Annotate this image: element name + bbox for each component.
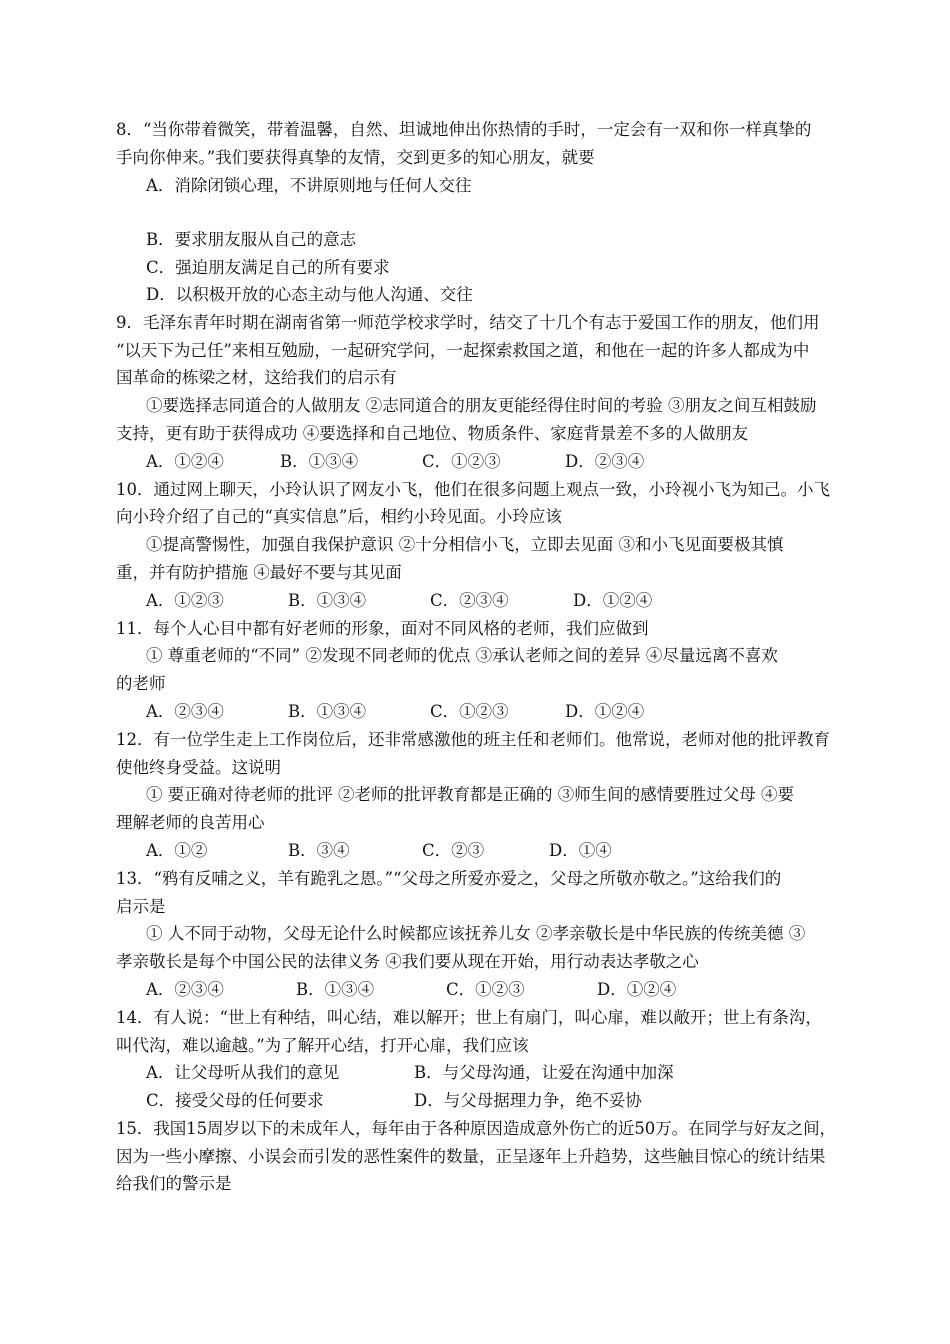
question-14-option-a: A．让父母听从我们的意见	[146, 1063, 340, 1082]
question-14-option-d: D．与父母据理力争，绝不妥协	[414, 1091, 642, 1110]
question-13-items-line-1: ① 人不同于动物，父母无论什么时候都应该抚养儿女 ②孝亲敬长是中华民族的传统美德 ③	[146, 924, 806, 943]
question-9-option-a: A．①②④	[146, 452, 224, 471]
question-9-option-b: B．①③④	[280, 452, 359, 471]
question-10-option-d: D．①②④	[573, 591, 653, 610]
question-12-option-c: C．②③	[422, 841, 485, 860]
question-9-stem-line-1: 9．毛泽东青年时期在湖南省第一师范学校求学时，结交了十几个有志于爱国工作的朋友，他们用	[116, 313, 820, 332]
question-14-stem-line-1: 14．有人说：“世上有种结，叫心结，难以解开；世上有扇门，叫心扉，难以敞开；世上有条沟，	[116, 1008, 822, 1027]
question-15-stem-line-3: 给我们的警示是	[116, 1174, 232, 1193]
question-14-stem-line-2: 叫代沟，难以逾越。”为了解开心结，打开心扉，我们应该	[116, 1036, 529, 1055]
question-11-items-line-1: ① 尊重老师的“不同” ②发现不同老师的优点 ③承认老师之间的差异 ④尽量远离不喜欢	[146, 646, 778, 665]
question-13-stem-line-2: 启示是	[116, 897, 166, 916]
question-13-option-a: A．②③④	[146, 980, 224, 999]
question-8-option-c: C．强迫朋友满足自己的所有要求	[146, 258, 390, 277]
question-12-option-d: D．①④	[549, 841, 612, 860]
question-13-option-c: C．①②③	[446, 980, 525, 999]
question-9-items-line-2: 支持，更有助于获得成功 ④要选择和自己地位、物质条件、家庭背景差不多的人做朋友	[116, 424, 749, 443]
question-8-stem-line-1: 8．“当你带着微笑，带着温馨，自然、坦诚地伸出你热情的手时，一定会有一双和你一样真挚的	[116, 120, 812, 139]
question-12-option-b: B．③④	[288, 841, 350, 860]
question-13-items-line-2: 孝亲敬长是每个中国公民的法律义务 ④我们要从现在开始，用行动表达孝敬之心	[116, 952, 699, 971]
question-12-option-a: A．①②	[146, 841, 208, 860]
question-14-option-c: C．接受父母的任何要求	[146, 1091, 324, 1110]
question-11-option-b: B．①③④	[288, 702, 367, 721]
question-9-option-c: C．①②③	[422, 452, 501, 471]
question-10-stem-line-1: 10．通过网上聊天，小玲认识了网友小飞，他们在很多问题上观点一致，小玲视小飞为知己。小飞	[116, 480, 830, 499]
question-10-items-line-2: 重，并有防护措施 ④最好不要与其见面	[116, 563, 402, 582]
question-8-option-a: A．消除闭锁心理，不讲原则地与任何人交往	[146, 176, 472, 195]
question-12-stem-line-1: 12．有一位学生走上工作岗位后，还非常感激他的班主任和老师们。他常说，老师对他的批评教育	[116, 730, 830, 749]
question-10-stem-line-2: 向小玲介绍了自己的“真实信息”后，相约小玲见面。小玲应该	[116, 507, 562, 526]
question-11-option-a: A．②③④	[146, 702, 224, 721]
question-11-items-line-2: 的老师	[116, 674, 166, 693]
question-11-stem-line-1: 11．每个人心目中都有好老师的形象，面对不同风格的老师，我们应做到	[116, 619, 649, 638]
question-11-option-c: C．①②③	[430, 702, 509, 721]
question-10-option-b: B．①③④	[288, 591, 367, 610]
question-8-stem-line-2: 手向你伸来。”我们要获得真挚的友情，交到更多的知心朋友，就要	[116, 148, 595, 167]
question-12-items-line-1: ① 要正确对待老师的批评 ②老师的批评教育都是正确的 ③师生间的感情要胜过父母 ④要	[146, 785, 794, 804]
question-10-option-c: C．②③④	[430, 591, 509, 610]
question-13-option-b: B．①③④	[296, 980, 375, 999]
question-12-stem-line-2: 使他终身受益。这说明	[116, 758, 281, 777]
question-8-option-b: B．要求朋友服从自己的意志	[146, 230, 357, 249]
question-12-items-line-2: 理解老师的良苦用心	[116, 813, 265, 832]
question-15-stem-line-1: 15．我国15周岁以下的未成年人，每年由于各种原因造成意外伤亡的近50万。在同学与好友之间，	[116, 1119, 836, 1138]
question-9-stem-line-2: “以天下为己任”来相互勉励，一起研究学问，一起探索救国之道，和他在一起的许多人都成为中	[116, 341, 810, 360]
question-9-items-line-1: ①要选择志同道合的人做朋友 ②志同道合的朋友更能经得住时间的考验 ③朋友之间互相鼓励	[146, 396, 817, 415]
question-10-option-a: A．①②③	[146, 591, 224, 610]
question-9-option-d: D．②③④	[565, 452, 645, 471]
question-13-stem-line-1: 13．“鸦有反哺之义，羊有跪乳之恩。”“父母之所爱亦爱之，父母之所敬亦敬之。”这给我们的	[116, 869, 782, 888]
question-14-option-b: B．与父母沟通，让爱在沟通中加深	[414, 1063, 674, 1082]
question-13-option-d: D．①②④	[597, 980, 677, 999]
question-10-items-line-1: ①提高警惕性，加强自我保护意识 ②十分相信小飞，立即去见面 ③和小飞见面要极其慎	[146, 535, 784, 554]
question-9-stem-line-3: 国革命的栋梁之材，这给我们的启示有	[116, 368, 397, 387]
question-15-stem-line-2: 因为一些小摩擦、小误会而引发的恶性案件的数量，正呈逐年上升趋势，这些触目惊心的统计结果	[116, 1147, 826, 1166]
question-8-option-d: D．以积极开放的心态主动与他人沟通、交往	[146, 285, 473, 304]
question-11-option-d: D．①②④	[565, 702, 645, 721]
